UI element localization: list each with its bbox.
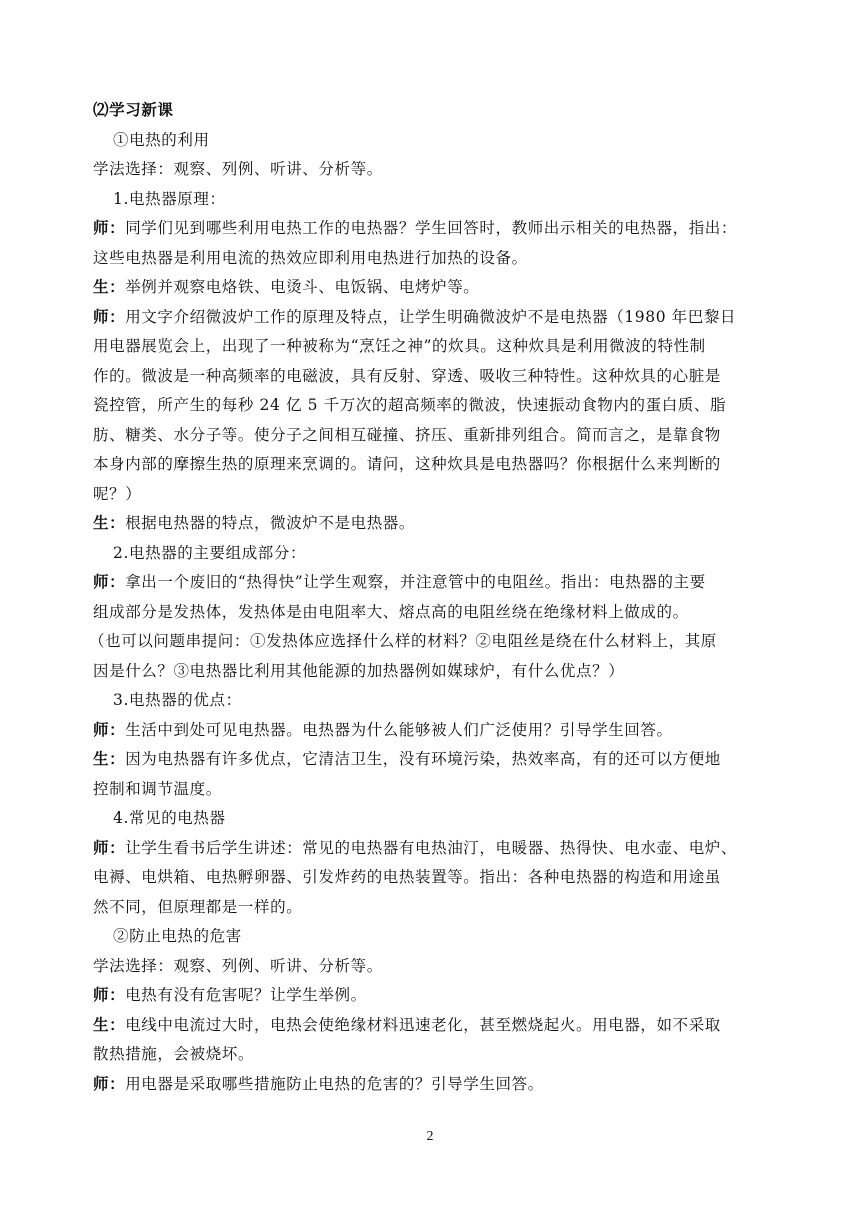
dialogue-line: 肪、糖类、水分子等。使分子之间相互碰撞、挤压、重新排列组合。简而言之，是靠食物 [93,425,721,444]
item-title: 2.电热器的主要组成部分： [113,543,307,562]
speaker-label: 师： [93,307,126,326]
dialogue-text: 电线中电流过大时，电热会使绝缘材料迅速老化，甚至燃烧起火。用电器，如不采取 [125,1015,721,1034]
subsection-title: ①电热的利用 [113,130,210,149]
dialogue-line [93,1070,773,1100]
dialogue-line: 然不同，但原理都是一样的。 [93,897,303,916]
dialogue-line: 作的。微波是一种高频率的电磁波，具有反射、穿透、吸收三种特性。这种炊具的心脏是 [93,366,721,385]
speaker-label: 师： [93,986,126,1004]
method-line: 学法选择：观察、列例、听讲、分析等。 [93,160,383,178]
dialogue-line [93,273,773,303]
speaker-label: 生： [93,278,126,296]
speaker-label: 师： [93,838,126,857]
dialogue-text: 根据电热器的特点，微波炉不是电热器。 [125,514,416,532]
dialogue-line [93,981,773,1011]
dialogue-line: 本身内部的摩擦生热的原理来烹调的。请问，这种炊具是电热器吗？你根据什么来判断的 [93,455,721,473]
document-body [89,96,773,1099]
dialogue-text: 用电器是采取哪些措施防止电热的危害的？引导学生回答。 [125,1074,544,1093]
dialogue-line: 瓷控管，所产生的每秒 24 亿 5 千万次的超高频率的微波，快速振动食物内的蛋白质、脂 [93,396,727,414]
question-line: （也可以问题串提问：①发热体应选择什么样的材料？②电阻丝是绕在什么材料上，其原 [89,632,717,650]
speaker-label: 师： [93,219,126,237]
dialogue-text: 拿出一个废旧的“热得快”让学生观察，并注意管中的电阻丝。指出：电热器的主要 [125,573,706,591]
item-title: 4.常见的电热器 [113,809,226,827]
speaker-label: 生： [93,750,126,768]
speaker-label: 生： [93,514,126,532]
dialogue-line [93,214,773,244]
speaker-label: 师： [93,720,126,739]
item-title: 1.电热器原理： [113,189,226,208]
dialogue-text: 电热有没有危害呢？让学生举例。 [125,986,367,1004]
speaker-label: 生： [93,1015,126,1034]
dialogue-text: 生活中到处可见电热器。电热器为什么能够被人们广泛使用？引导学生回答。 [125,720,673,739]
dialogue-line: 用电器展览会上，出现了一种被称为“烹饪之神”的炊具。这种炊具是利用微波的特性制 [93,337,706,355]
dialogue-line [93,716,773,746]
dialogue-text: 同学们见到哪些利用电热工作的电热器？学生回答时，教师出示相关的电热器，指出： [125,219,738,237]
dialogue-text: 用文字介绍微波炉工作的原理及特点，让学生明确微波炉不是电热器（1980 年巴黎日 [125,307,737,326]
method-line: 学法选择：观察、列例、听讲、分析等。 [93,956,383,975]
dialogue-line [93,834,773,864]
dialogue-line: 呢？） [93,484,142,503]
dialogue-line [93,303,773,333]
dialogue-text: 因为电热器有许多优点，它清洁卫生，没有环境污染，热效率高，有的还可以方便地 [125,750,721,768]
dialogue-line [93,1011,773,1041]
section-heading: ⑵学习新课 [93,101,174,119]
dialogue-line: 组成部分是发热体，发热体是由电阻率大、熔点高的电阻丝绕在绝缘材料上做成的。 [93,602,689,621]
dialogue-line [93,745,773,775]
dialogue-text: 让学生看书后学生讲述：常见的电热器有电热油汀，电暖器、热得快、电水壶、电炉、 [125,838,738,857]
dialogue-text: 举例并观察电烙铁、电烫斗、电饭锅、电烤炉等。 [125,278,480,296]
dialogue-line: 这些电热器是利用电流的热效应即利用电热进行加热的设备。 [93,248,528,267]
speaker-label: 师： [93,573,126,591]
page-number: 2 [426,1129,434,1144]
dialogue-line: 散热措施，会被烧坏。 [93,1045,255,1063]
dialogue-line: 控制和调节温度。 [93,779,222,798]
dialogue-line: 电褥、电烘箱、电热孵卵器、引发炸药的电热装置等。指出：各种电热器的构造和用途虽 [93,868,721,886]
dialogue-line [93,568,773,598]
question-line: 因是什么？③电热器比利用其他能源的加热器例如媒球炉，有什么优点？） [93,661,625,680]
subsection-title: ②防止电热的危害 [113,927,242,945]
speaker-label: 师： [93,1074,126,1093]
dialogue-line [93,509,773,539]
item-title: 3.电热器的优点： [113,691,242,709]
